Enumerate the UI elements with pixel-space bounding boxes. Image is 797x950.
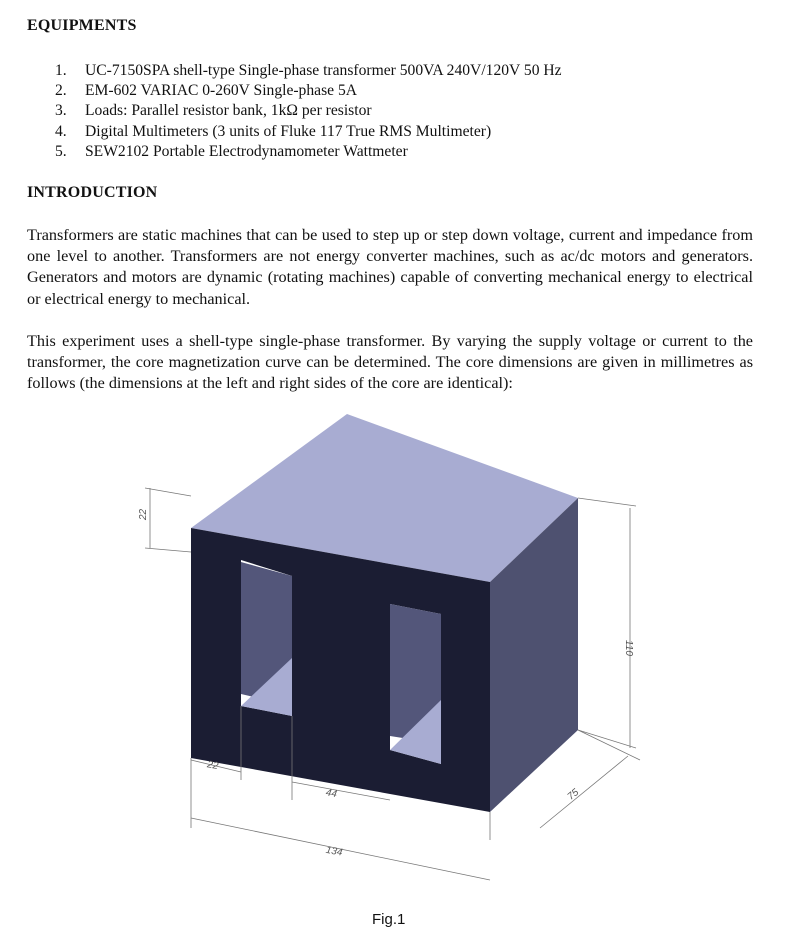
dim-leg-width-label: 22	[206, 759, 220, 772]
dim-top-yoke-label: 22	[138, 508, 149, 520]
list-item: 3. Loads: Parallel resistor bank, 1kΩ per resistor	[55, 102, 372, 120]
dim-window-width-label: 44	[324, 787, 338, 801]
list-item: 1. UC-7150SPA shell-type Single-phase transformer 500VA 240V/120V 50 Hz	[55, 62, 562, 79]
list-item: 4. Digital Multimeters (3 units of Fluke 117 True RMS Multimeter)	[55, 122, 492, 140]
list-item: 2. EM-602 VARIAC 0-260V Single-phase 5A	[55, 82, 358, 100]
figure-caption: Fig.1	[372, 911, 406, 928]
equipments-heading: EQUIPMENTS	[27, 17, 137, 34]
intro-paragraph-2: This experiment uses a shell-type single-phase transformer. By varying the supply voltage or current to the transformer, the core magnetization curve can be determined. The core dimensions are given in millimetres as follows (the dimensions at the left and right sides of the core are identical):	[27, 332, 753, 393]
intro-paragraph-1: Transformers are static machines that can be used to step up or step down voltage, current and impedance from one level to another. Transformers are not energy converter machines, such as ac/dc motors and generators. Generators and motors are dynamic (rotating machines) capable of converting mechanical energy to electrical or electrical energy to mechanical.	[27, 226, 753, 308]
dim-total-width-label: 134	[324, 844, 344, 859]
dim-depth-label: 75	[565, 786, 582, 803]
introduction-heading: INTRODUCTION	[27, 184, 158, 201]
list-item: 5. SEW2102 Portable Electrodynamometer Wattmeter	[55, 142, 408, 160]
dim-height-label: 110	[623, 640, 634, 656]
